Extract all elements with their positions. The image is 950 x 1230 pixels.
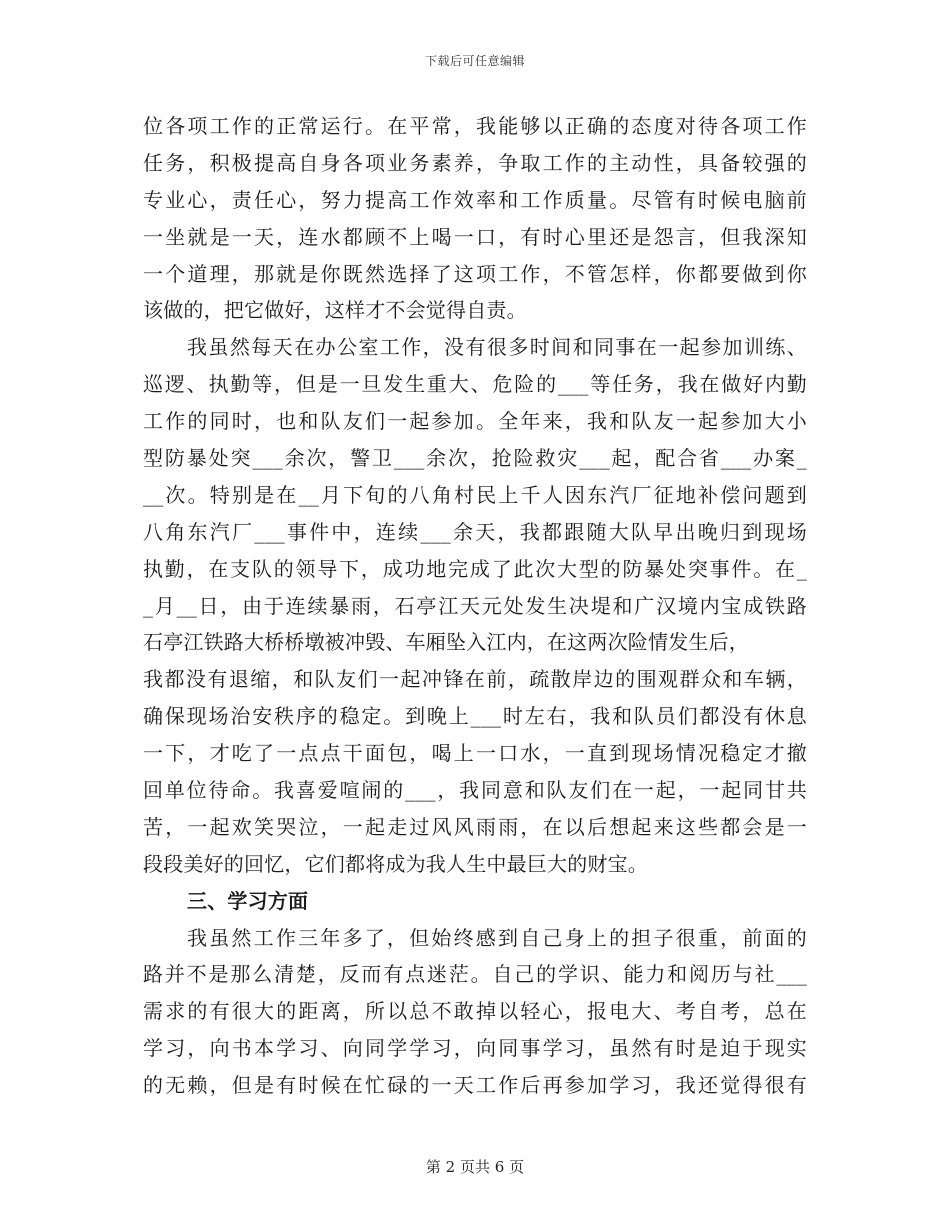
body-line: 一坐就是一天，连水都顾不上喝一口，有时心里还是怨言，但我深知 (143, 224, 807, 249)
document-body (143, 108, 807, 1104)
body-line: 执勤，在支队的领导下，成功地完成了此次大型的防暴处突事件。在_ (143, 556, 807, 581)
body-line: 需求的有很大的距离，所以总不敢掉以轻心，报电大、考自考，总在 (143, 999, 807, 1024)
body-line: 位各项工作的正常运行。在平常，我能够以正确的态度对待各项工作 (143, 114, 807, 138)
body-line: 该做的，把它做好，这样才不会觉得自责。 (143, 298, 527, 323)
section-heading: 三、学习方面 (187, 888, 309, 913)
body-line: 我虽然每天在办公室工作，没有很多时间和同事在一起参加训练、 (187, 335, 807, 360)
body-line: 任务，积极提高自身各项业务素养，争取工作的主动性，具备较强的 (143, 150, 807, 175)
body-line: 八角东汽厂___事件中，连续___余天，我都跟随大队早出晚归到现场 (143, 519, 807, 544)
body-line: 的无赖，但是有时候在忙碌的一天工作后再参加学习，我还觉得很有 (143, 1073, 807, 1098)
body-line: _月__日，由于连续暴雨，石亭江天元处发生决堤和广汉境内宝成铁路 (143, 593, 807, 618)
body-line: 专业心，责任心，努力提高工作效率和工作质量。尽管有时候电脑前 (143, 187, 807, 212)
body-line: 一下，才吃了一点点干面包，喝上一口水，一直到现场情况稳定才撤 (143, 741, 807, 766)
body-line: 回单位待命。我喜爱喧闹的___，我同意和队友们在一起，一起同甘共 (143, 778, 807, 803)
body-line: 巡逻、执勤等，但是一旦发生重大、危险的___等任务，我在做好内勤 (143, 372, 807, 397)
body-line: 学习，向书本学习、向同学学习，向同事学习，虽然有时是迫于现实 (143, 1036, 807, 1061)
page-footer: 第 2 页共 6 页 (425, 1158, 525, 1176)
body-line: 路并不是那么清楚，反而有点迷茫。自己的学识、能力和阅历与社___ (143, 962, 807, 987)
body-line: 一个道理，那就是你既然选择了这项工作，不管怎样，你都要做到你 (143, 261, 807, 286)
body-line: 工作的同时，也和队友们一起参加。全年来，我和队友一起参加大小 (143, 409, 807, 434)
body-line: __次。特别是在__月下旬的八角村民上千人因东汽厂征地补偿问题到 (143, 482, 807, 507)
body-line: 我都没有退缩，和队友们一起冲锋在前，疏散岸边的围观群众和车辆， (143, 667, 807, 692)
body-line: 段段美好的回忆，它们都将成为我人生中最巨大的财宝。 (143, 851, 648, 876)
body-line: 苦，一起欢笑哭泣，一起走过风风雨雨，在以后想起来这些都会是一 (143, 814, 807, 839)
body-line: 型防暴处突___余次，警卫___余次，抢险救灾___起，配合省___办案_ (143, 446, 807, 471)
page-header: 下载后可任意编辑 (424, 54, 525, 68)
body-line: 石亭江铁路大桥桥墩被冲毁、车厢坠入江内，在这两次险情发生后， (143, 630, 749, 655)
body-line: 我虽然工作三年多了，但始终感到自己身上的担子很重，前面的 (187, 925, 807, 950)
body-line: 确保现场治安秩序的稳定。到晚上___时左右，我和队员们都没有休息 (143, 704, 807, 729)
